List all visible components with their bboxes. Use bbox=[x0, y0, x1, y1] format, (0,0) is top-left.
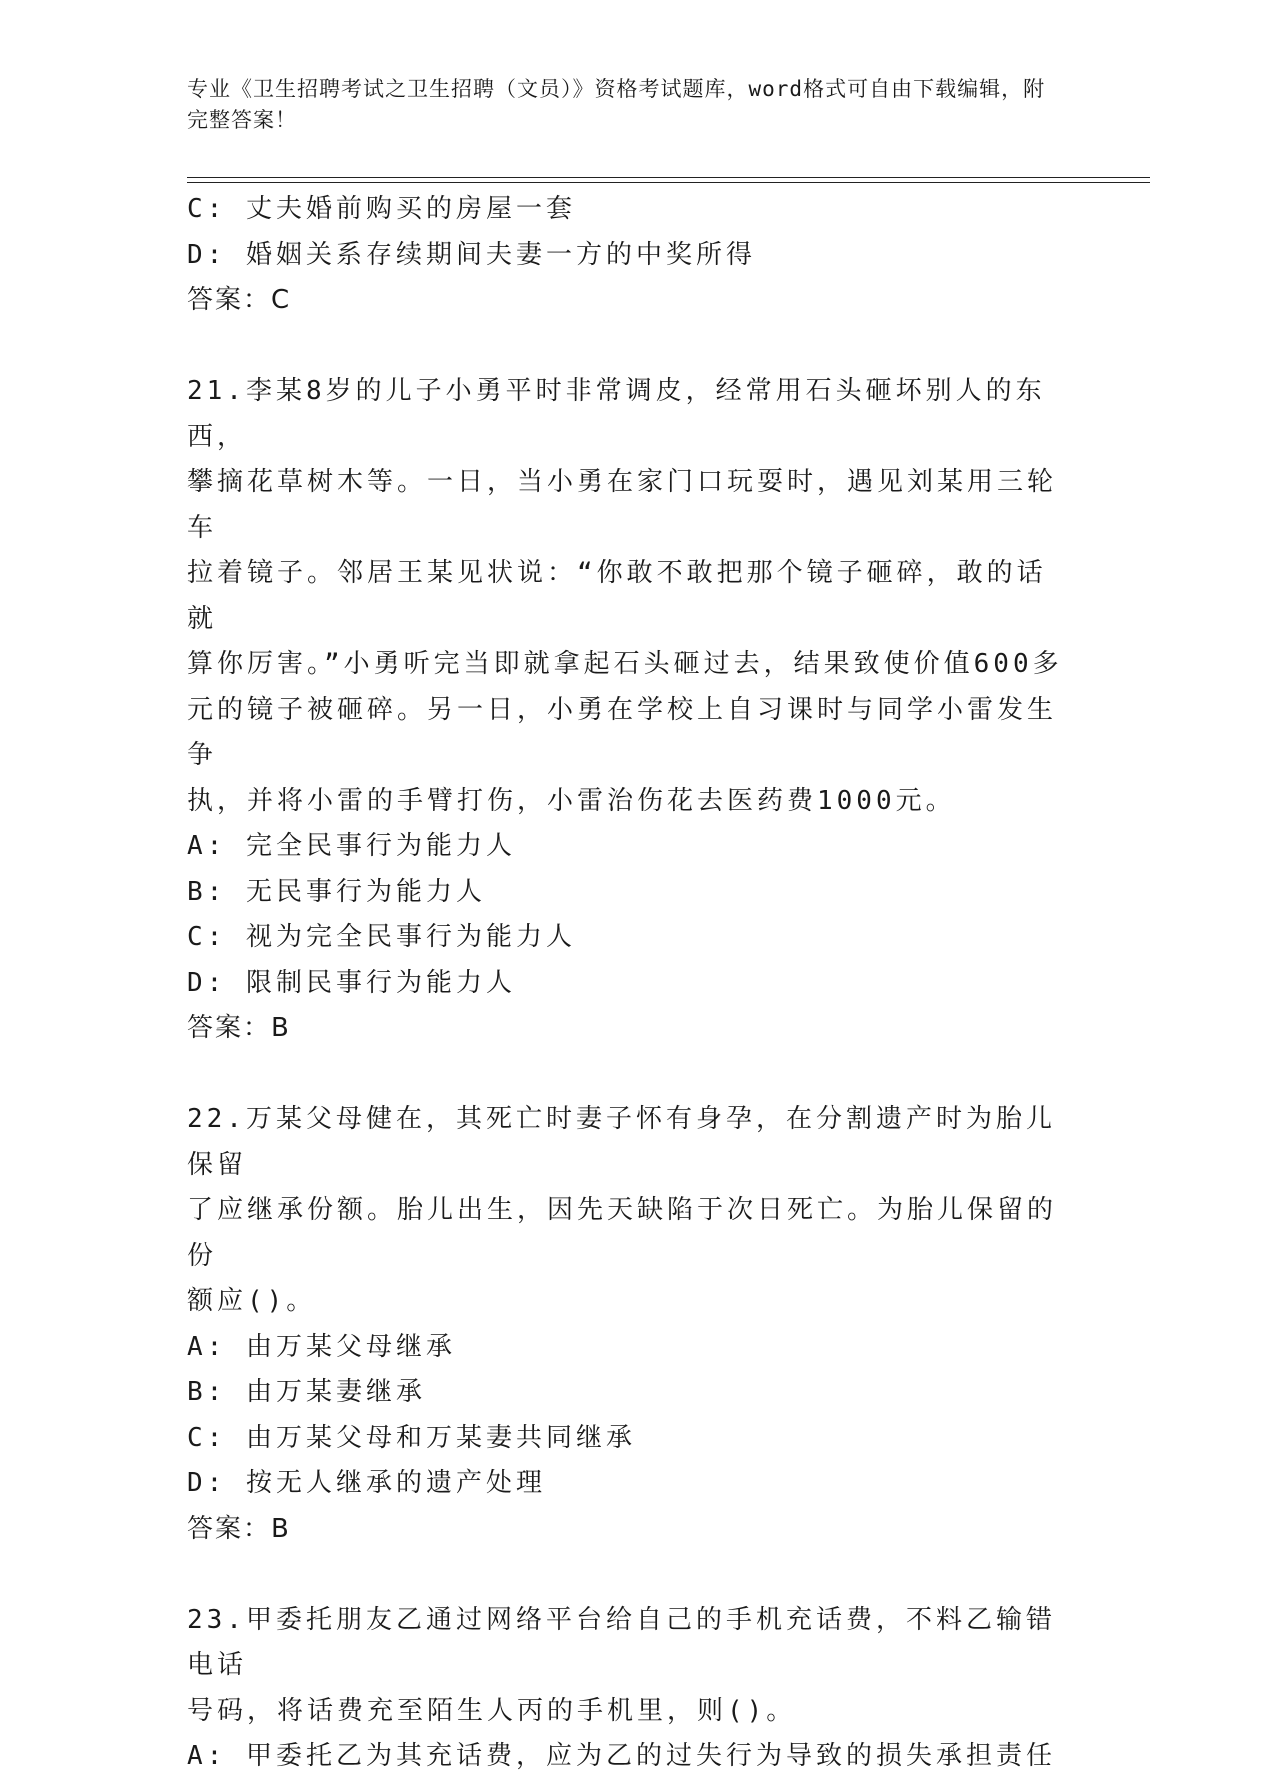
option-d: D: 限制民事行为能力人 bbox=[187, 967, 516, 998]
question-content bbox=[187, 187, 1067, 1780]
answer-line: 答案：B bbox=[187, 1513, 291, 1544]
option-a: A: 由万某父母继承 bbox=[187, 1331, 456, 1362]
spacer bbox=[187, 1052, 1067, 1098]
question-23-text: 23.甲委托朋友乙通过网络平台给自己的手机充话费，不料乙输错电话 号码，将话费充至陌生人丙的手机里，则()。 bbox=[187, 1604, 1056, 1726]
option-c: C: 由万某父母和万某妻共同继承 bbox=[187, 1422, 636, 1453]
option-b: B: 无民事行为能力人 bbox=[187, 876, 486, 907]
question-22-text: 22.万某父母健在，其死亡时妻子怀有身孕，在分割遗产时为胎儿保留 了应继承份额。胎儿出生，因先天缺陷于次日死亡。为胎儿保留的份 额应()。 bbox=[187, 1104, 1058, 1316]
answer-line: 答案：C bbox=[187, 285, 292, 315]
option-b: B: 由万某妻继承 bbox=[187, 1377, 426, 1407]
header-divider-top bbox=[187, 177, 1150, 178]
option-a: A: 完全民事行为能力人 bbox=[187, 831, 516, 861]
answer-line: 答案：B bbox=[187, 1013, 291, 1043]
option-c: C: 丈夫婚前购买的房屋一套 bbox=[187, 194, 576, 224]
spacer bbox=[187, 1552, 1067, 1598]
option-a: A: 甲委托乙为其充话费，应为乙的过失行为导致的损失承担责任 bbox=[187, 1741, 1056, 1771]
option-d: D: 按无人继承的遗产处理 bbox=[187, 1468, 546, 1498]
spacer bbox=[187, 324, 1067, 370]
document-header: 专业《卫生招聘考试之卫生招聘（文员）》资格考试题库，word格式可自由下载编辑，附完整答案！ bbox=[187, 77, 1046, 132]
option-c: C: 视为完全民事行为能力人 bbox=[187, 922, 576, 952]
option-d: D: 婚姻关系存续期间夫妻一方的中奖所得 bbox=[187, 239, 756, 270]
question-21-text: 21.李某8岁的儿子小勇平时非常调皮，经常用石头砸坏别人的东西， 攀摘花草树木等。一日，当小勇在家门口玩耍时，遇见刘某用三轮车 拉着镜子。邻居王某见状说：“你敢不敢把那个镜子砸碎，敢的话就 算你厉害。”小勇听完当即就拿起石头砸过去，结果致使价值600多 元的镜子被砸碎。另一日，小勇在学校上自习课时与同学小雷发生争 执，并将小雷的手臂打伤，小雷治伤花去医药费1000元。 bbox=[187, 376, 1063, 816]
header-divider-bottom bbox=[187, 182, 1150, 183]
